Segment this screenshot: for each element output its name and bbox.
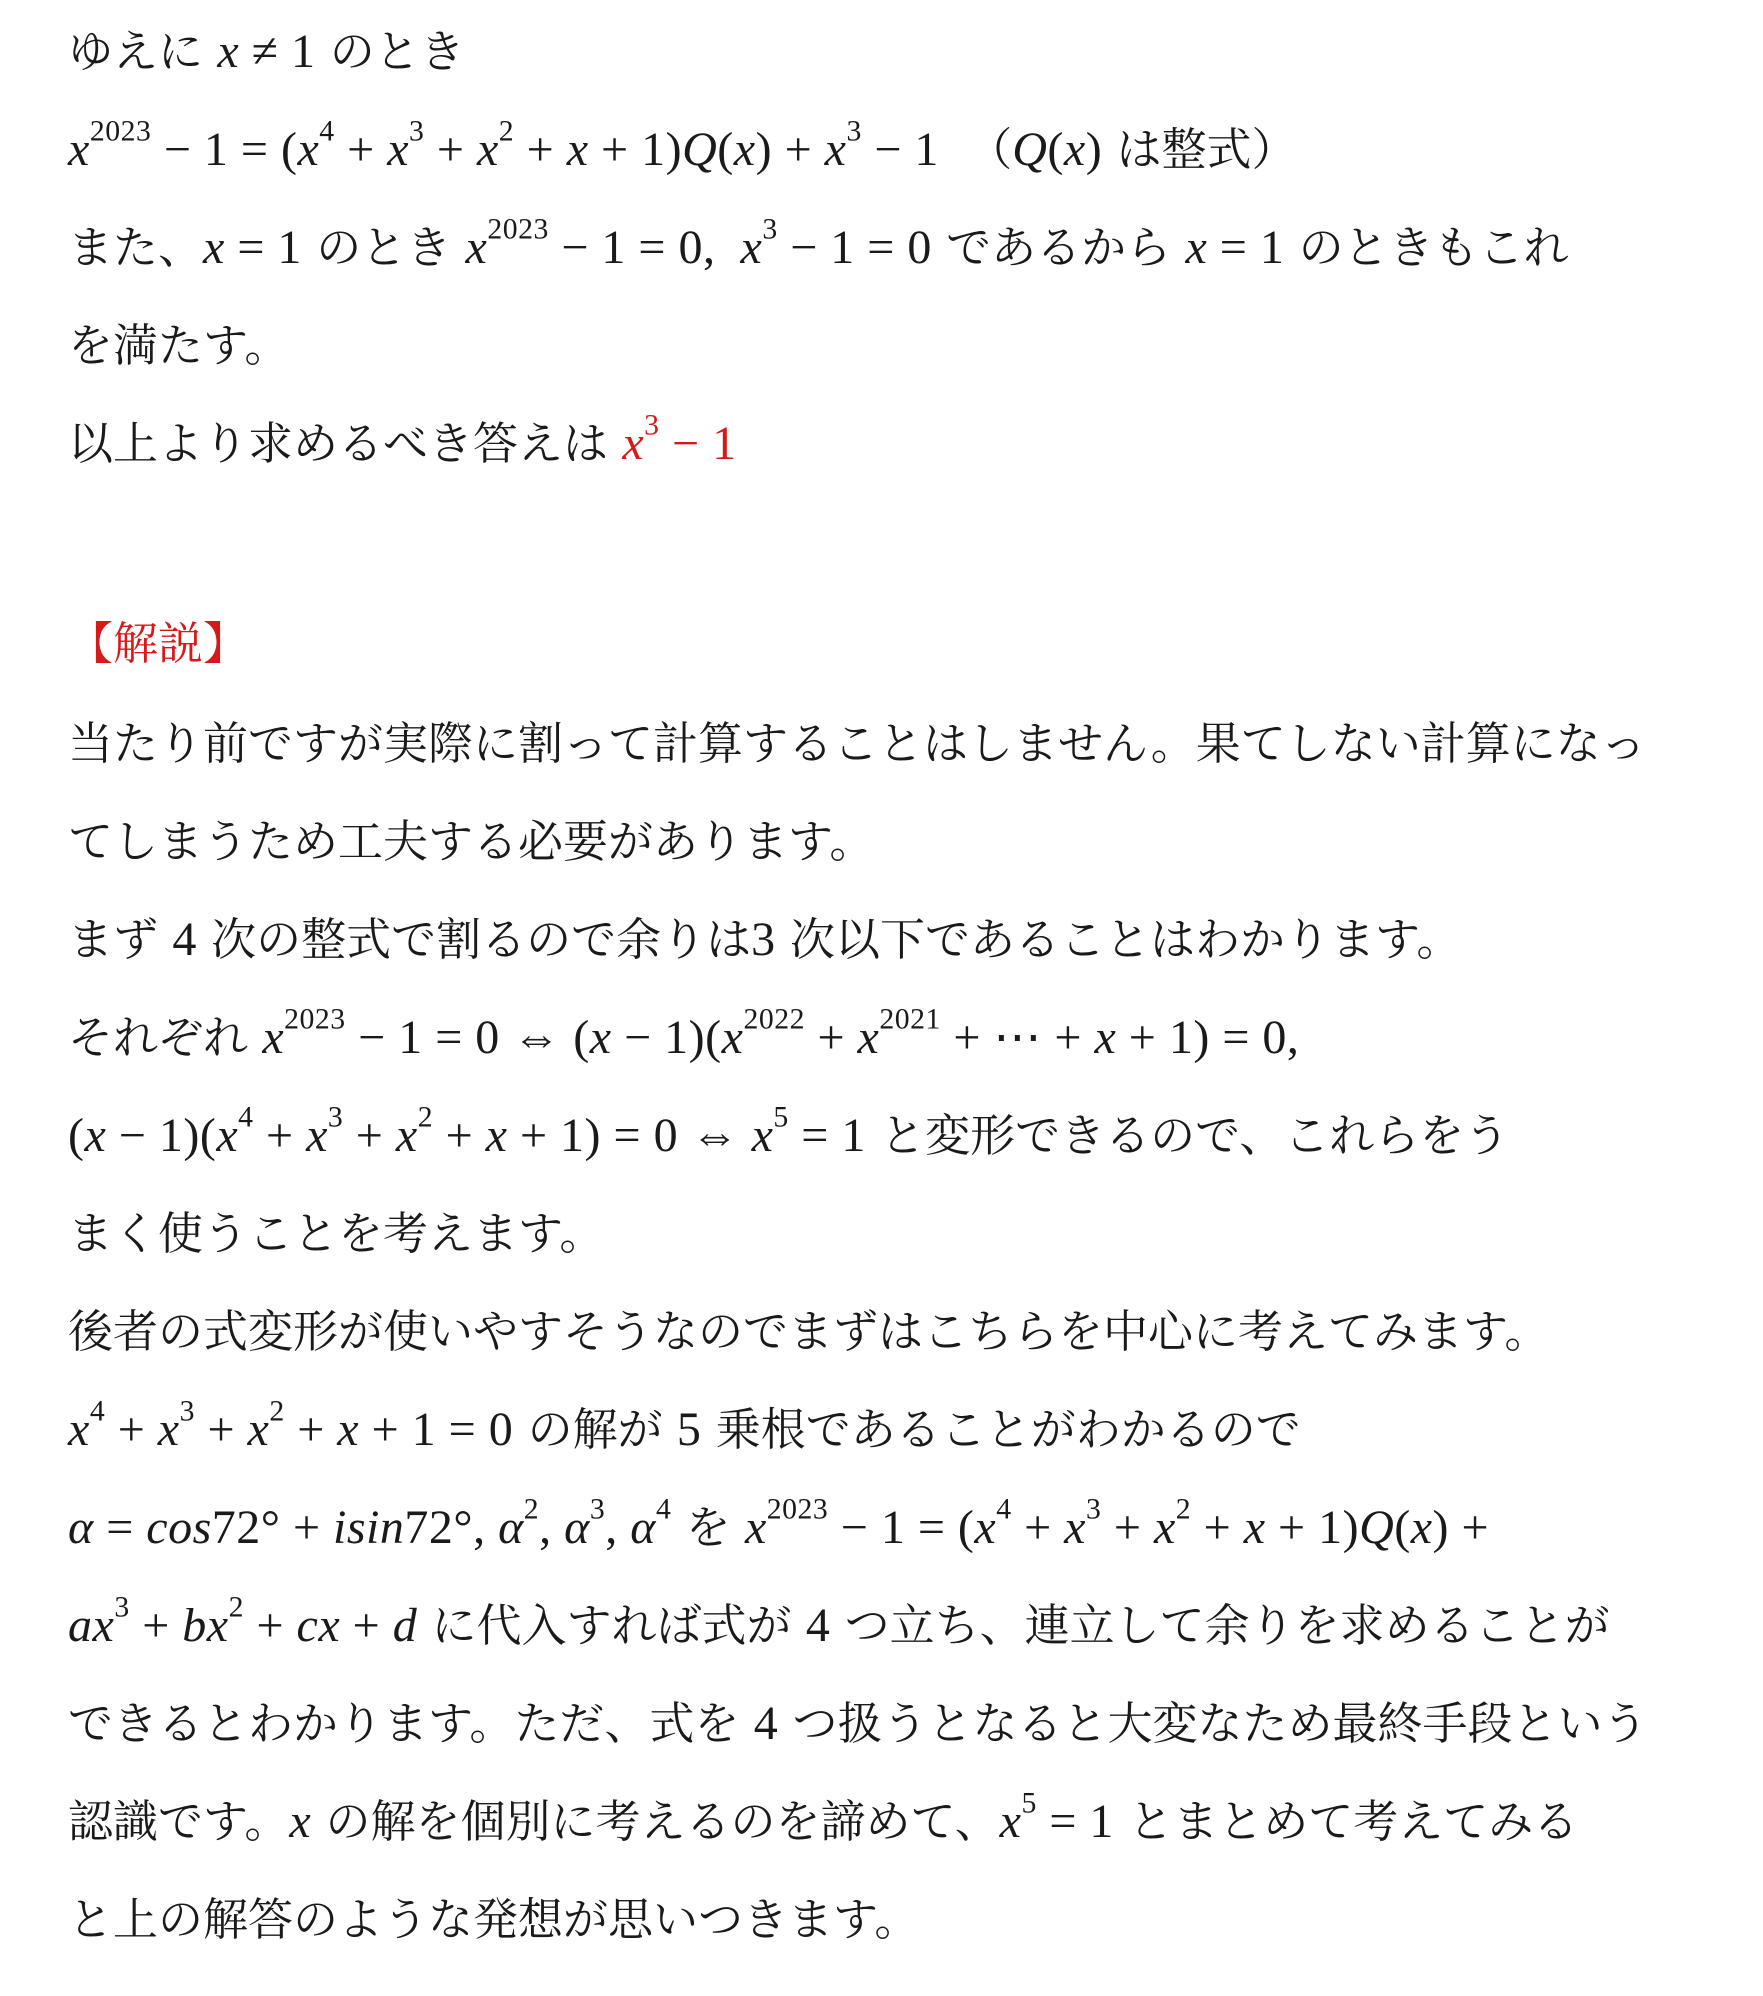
line-3: また、x = 1 のとき $x^{2023} - 1 = 0$, $x^3 - 1 = 0$ であるから x = 1 のときもこれ (68, 212, 1569, 274)
section-heading: 【解説】 (68, 617, 249, 670)
line-11: まく使うことを考えます。 (68, 1207, 605, 1260)
line-16: できるとわかります。ただ、式を 4 つ扱うとなると大変なため最終手段という (68, 1697, 1648, 1750)
line-12: 後者の式変形が使いやすそうなのでまずはこちらを中心に考えてみます。 (68, 1305, 1550, 1358)
math-division-identity: $x^{2023} - 1 = (x^4 + x^3 + x^2 + x + 1)Q(x) + x^3 - 1$ (68, 114, 939, 176)
line-17: 認識です。x の解を個別に考えるのを諦めて、$x^5 = 1$ とまとめて考えてみる (68, 1786, 1579, 1848)
line-2: $x^{2023} - 1 = (x^4 + x^3 + x^2 + x + 1)Q(x) + x^3 - 1$ （Q(x) は整式） (68, 114, 1297, 176)
math-qx: Q(x) (1012, 123, 1103, 176)
line-1: ゆえに x ≠ 1 のとき (68, 25, 465, 78)
answer-math: $x^3 - 1$ (622, 408, 737, 470)
math-x-neq-1: x ≠ 1 (217, 25, 316, 78)
line-18: と上の解答のような発想が思いつきます。 (68, 1893, 920, 1946)
line-14: α = cos72° + isin72°, $\alpha^2$, $\alpha^3$, $\alpha^4$ を $x^{2023} - 1 = (x^4 + x^3 + x^2 + x + 1)Q(x)$ + (68, 1492, 1490, 1554)
line-5-answer: 以上より求めるべき答えは $x^3 - 1$ (68, 408, 737, 470)
line-4: を満たす。 (68, 319, 290, 372)
line-15: $ax^3 + bx^2$ + cx + d に代入すれば式が 4 つ立ち、連立して余りを求めることが (68, 1590, 1610, 1652)
line-7: てしまうため工夫する必要があります。 (68, 815, 875, 868)
line-9: それぞれ $x^{2023} - 1 = 0$ ⇔ $(x - 1)(x^{2022} + x^{2021}$ + ⋯ + x + 1) = 0, (68, 1002, 1300, 1064)
line-10: $(x - 1)(x^4 + x^3 + x^2 + x + 1) = 0$ ⇔ $x^5 = 1$ と変形できるので、これらをう (68, 1100, 1510, 1162)
line-8: まず 4 次の整式で割るので余りは3 次以下であることはわかります。 (68, 913, 1462, 966)
line-6: 当たり前ですが実際に割って計算することはしません。果てしない計算になっ (68, 717, 1646, 770)
line-13: $x^4 + x^3 + x^2 + x + 1 = 0$ の解が 5 乗根であることがわかるので (68, 1394, 1301, 1456)
